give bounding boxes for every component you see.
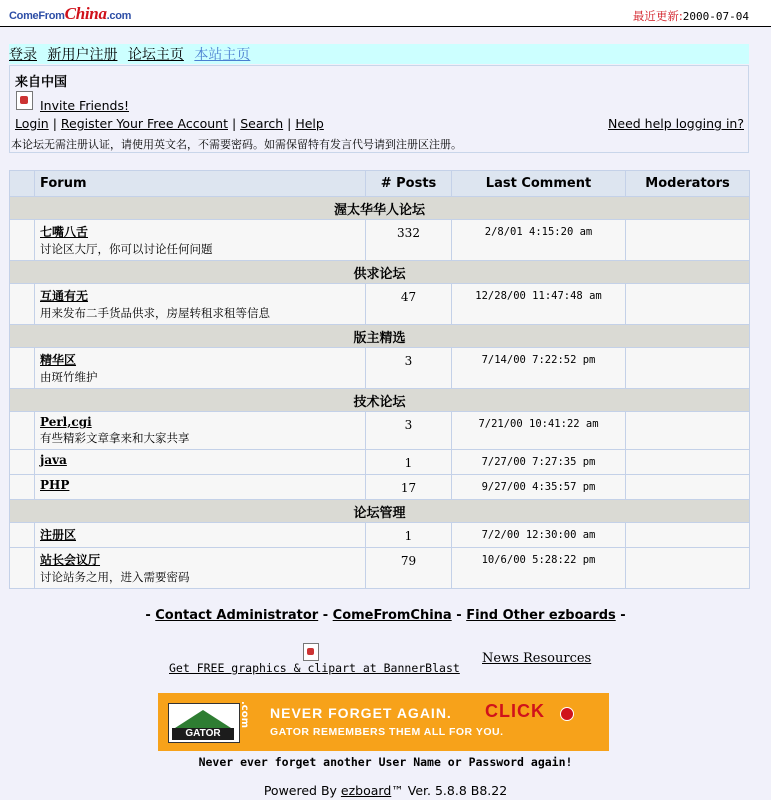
forum-last-comment: 7/2/00 12:30:00 am: [452, 523, 626, 548]
header-posts: # Posts: [366, 171, 452, 197]
forum-title-link[interactable]: PHP: [40, 478, 70, 492]
logo-suffix: .com: [106, 10, 132, 22]
forum-moderators: [626, 548, 750, 589]
logo-china: China: [64, 4, 107, 23]
forum-row: [10, 523, 750, 548]
forum-description: 讨论站务之用，进入需要密码: [40, 570, 190, 584]
row-blank: [10, 523, 35, 548]
forum-title-link[interactable]: 站长会议厅: [40, 553, 101, 567]
banner-headline: NEVER FORGET AGAIN.: [270, 705, 452, 721]
board-notice: 本论坛无需注册认证，请使用英文名，不需要密码。如需保留特有发言代号请到注册区注册。: [11, 138, 462, 151]
dash: -: [322, 608, 329, 623]
forum-name-cell: [35, 284, 366, 325]
row-blank: [10, 220, 35, 261]
top-header: [0, 0, 771, 27]
category-name: 渥太华华人论坛: [10, 197, 750, 220]
forum-row: [10, 220, 750, 261]
forum-description: 用来发布二手货品供求，房屋转租求租等信息: [40, 306, 270, 320]
forum-moderators: [626, 220, 750, 261]
banner-subline: GATOR REMEMBERS THEM ALL FOR YOU.: [270, 726, 504, 738]
footer-links: [0, 608, 771, 623]
forum-row: [10, 348, 750, 389]
forum-post-count: 47: [366, 284, 452, 325]
forum-title-link[interactable]: 七嘴八舌: [40, 225, 89, 239]
forum-post-count: 3: [366, 348, 452, 389]
gator-banner-ad[interactable]: [158, 693, 609, 751]
nav-login-link[interactable]: 登录: [9, 47, 37, 63]
powered-version: ™ Ver. 5.8.8 B8.22: [391, 783, 508, 798]
info-box: [9, 65, 749, 153]
forum-last-comment: 7/27/00 7:27:35 pm: [452, 450, 626, 475]
powered-prefix: Powered By: [263, 783, 337, 798]
dash: -: [456, 608, 462, 623]
forum-last-comment: 10/6/00 5:28:22 pm: [452, 548, 626, 589]
forum-table: [9, 170, 750, 589]
dash: -: [145, 608, 151, 623]
gator-logo-com: .com: [239, 701, 250, 729]
forum-moderators: [626, 475, 750, 500]
powered-by: [0, 783, 771, 798]
category-name: 供求论坛: [10, 261, 750, 284]
find-ezboards-link[interactable]: Find Other ezboards: [466, 608, 616, 623]
forum-description: 讨论区大厅，你可以讨论任何问题: [40, 242, 213, 256]
nav-forum-home-link[interactable]: 论坛主页: [127, 47, 184, 63]
category-name: 技术论坛: [10, 389, 750, 412]
ezboard-link[interactable]: ezboard: [340, 783, 392, 798]
forum-post-count: 17: [366, 475, 452, 500]
forum-post-count: 79: [366, 548, 452, 589]
search-link[interactable]: Search: [240, 116, 284, 131]
forum-name-cell: [35, 548, 366, 589]
category-row: [10, 500, 750, 523]
forum-name-cell: [35, 220, 366, 261]
forum-name-cell: [35, 523, 366, 548]
forum-post-count: 1: [366, 450, 452, 475]
forum-moderators: [626, 450, 750, 475]
forum-last-comment: 9/27/00 4:35:57 pm: [452, 475, 626, 500]
category-row: [10, 389, 750, 412]
forum-moderators: [626, 523, 750, 548]
login-help-link[interactable]: Need help logging in?: [608, 116, 744, 131]
row-blank: [10, 475, 35, 500]
comefromchina-link[interactable]: ComeFromChina: [332, 608, 452, 623]
bannerblast-link[interactable]: Get FREE graphics & clipart at BannerBlast: [169, 661, 460, 675]
separator: |: [287, 116, 292, 131]
header-forum: Forum: [35, 171, 366, 197]
row-blank: [10, 450, 35, 475]
row-blank: [10, 412, 35, 450]
board-title: 来自中国: [15, 75, 68, 90]
forum-last-comment: 2/8/01 4:15:20 am: [452, 220, 626, 261]
contact-admin-link[interactable]: Contact Administrator: [155, 608, 319, 623]
forum-description: 有些精彩文章拿来和大家共享: [40, 431, 190, 445]
forum-row: [10, 284, 750, 325]
forum-description: 由斑竹维护: [40, 370, 98, 384]
category-name: 论坛管理: [10, 500, 750, 523]
forum-title-link[interactable]: 注册区: [40, 528, 77, 542]
account-links: [15, 116, 324, 131]
header-blank: [10, 171, 35, 197]
category-name: 版主精选: [10, 325, 750, 348]
forum-row: [10, 475, 750, 500]
forum-name-cell: [35, 475, 366, 500]
updated-label: 最近更新:: [632, 9, 683, 23]
forum-moderators: [626, 348, 750, 389]
forum-post-count: 332: [366, 220, 452, 261]
gator-logo-word: GATOR: [172, 728, 234, 740]
row-blank: [10, 348, 35, 389]
last-updated: [633, 8, 749, 24]
logo-prefix: ComeFrom: [9, 10, 65, 22]
gator-logo: [168, 703, 240, 743]
forum-name-cell: [35, 348, 366, 389]
forum-last-comment: 7/14/00 7:22:52 pm: [452, 348, 626, 389]
forum-title-link[interactable]: 精华区: [40, 353, 77, 367]
header-moderators: Moderators: [626, 171, 750, 197]
forum-title-link[interactable]: 互通有无: [40, 289, 89, 303]
mountain-icon: [175, 710, 231, 728]
header-last-comment: Last Comment: [452, 171, 626, 197]
forum-title-link[interactable]: Perl,cgi: [40, 415, 92, 429]
forum-row: [10, 450, 750, 475]
nav-register-link[interactable]: 新用户注册: [47, 47, 118, 63]
invite-image-icon[interactable]: [16, 91, 33, 110]
forum-row: [10, 412, 750, 450]
category-row: [10, 261, 750, 284]
forum-post-count: 3: [366, 412, 452, 450]
nav-site-home-link[interactable]: 本站主页: [194, 47, 251, 63]
login-link[interactable]: Login: [15, 116, 49, 131]
forum-row: [10, 548, 750, 589]
dash: -: [620, 608, 626, 623]
bannerblast-image-icon[interactable]: [303, 643, 319, 661]
category-row: [10, 197, 750, 220]
forum-title-link[interactable]: java: [40, 453, 67, 467]
row-blank: [10, 548, 35, 589]
click-dot-icon: [560, 707, 574, 721]
category-row: [10, 325, 750, 348]
forum-last-comment: 12/28/00 11:47:48 am: [452, 284, 626, 325]
forum-moderators: [626, 412, 750, 450]
top-nav: [9, 44, 749, 64]
row-blank: [10, 284, 35, 325]
invite-friends-link[interactable]: Invite Friends!: [40, 98, 130, 113]
site-logo[interactable]: [9, 4, 131, 24]
separator: |: [52, 116, 57, 131]
banner-click: CLICK: [485, 701, 545, 721]
never-forget-text: Never ever forget another User Name or Password again!: [198, 755, 573, 769]
forum-name-cell: [35, 450, 366, 475]
updated-date: 2000-07-04: [682, 10, 749, 23]
forum-post-count: 1: [366, 523, 452, 548]
register-account-link[interactable]: Register Your Free Account: [60, 116, 228, 131]
forum-last-comment: 7/21/00 10:41:22 am: [452, 412, 626, 450]
forum-name-cell: [35, 412, 366, 450]
help-link[interactable]: Help: [295, 116, 324, 131]
forum-moderators: [626, 284, 750, 325]
separator: |: [231, 116, 237, 131]
news-resources-link[interactable]: News Resources: [482, 651, 592, 666]
